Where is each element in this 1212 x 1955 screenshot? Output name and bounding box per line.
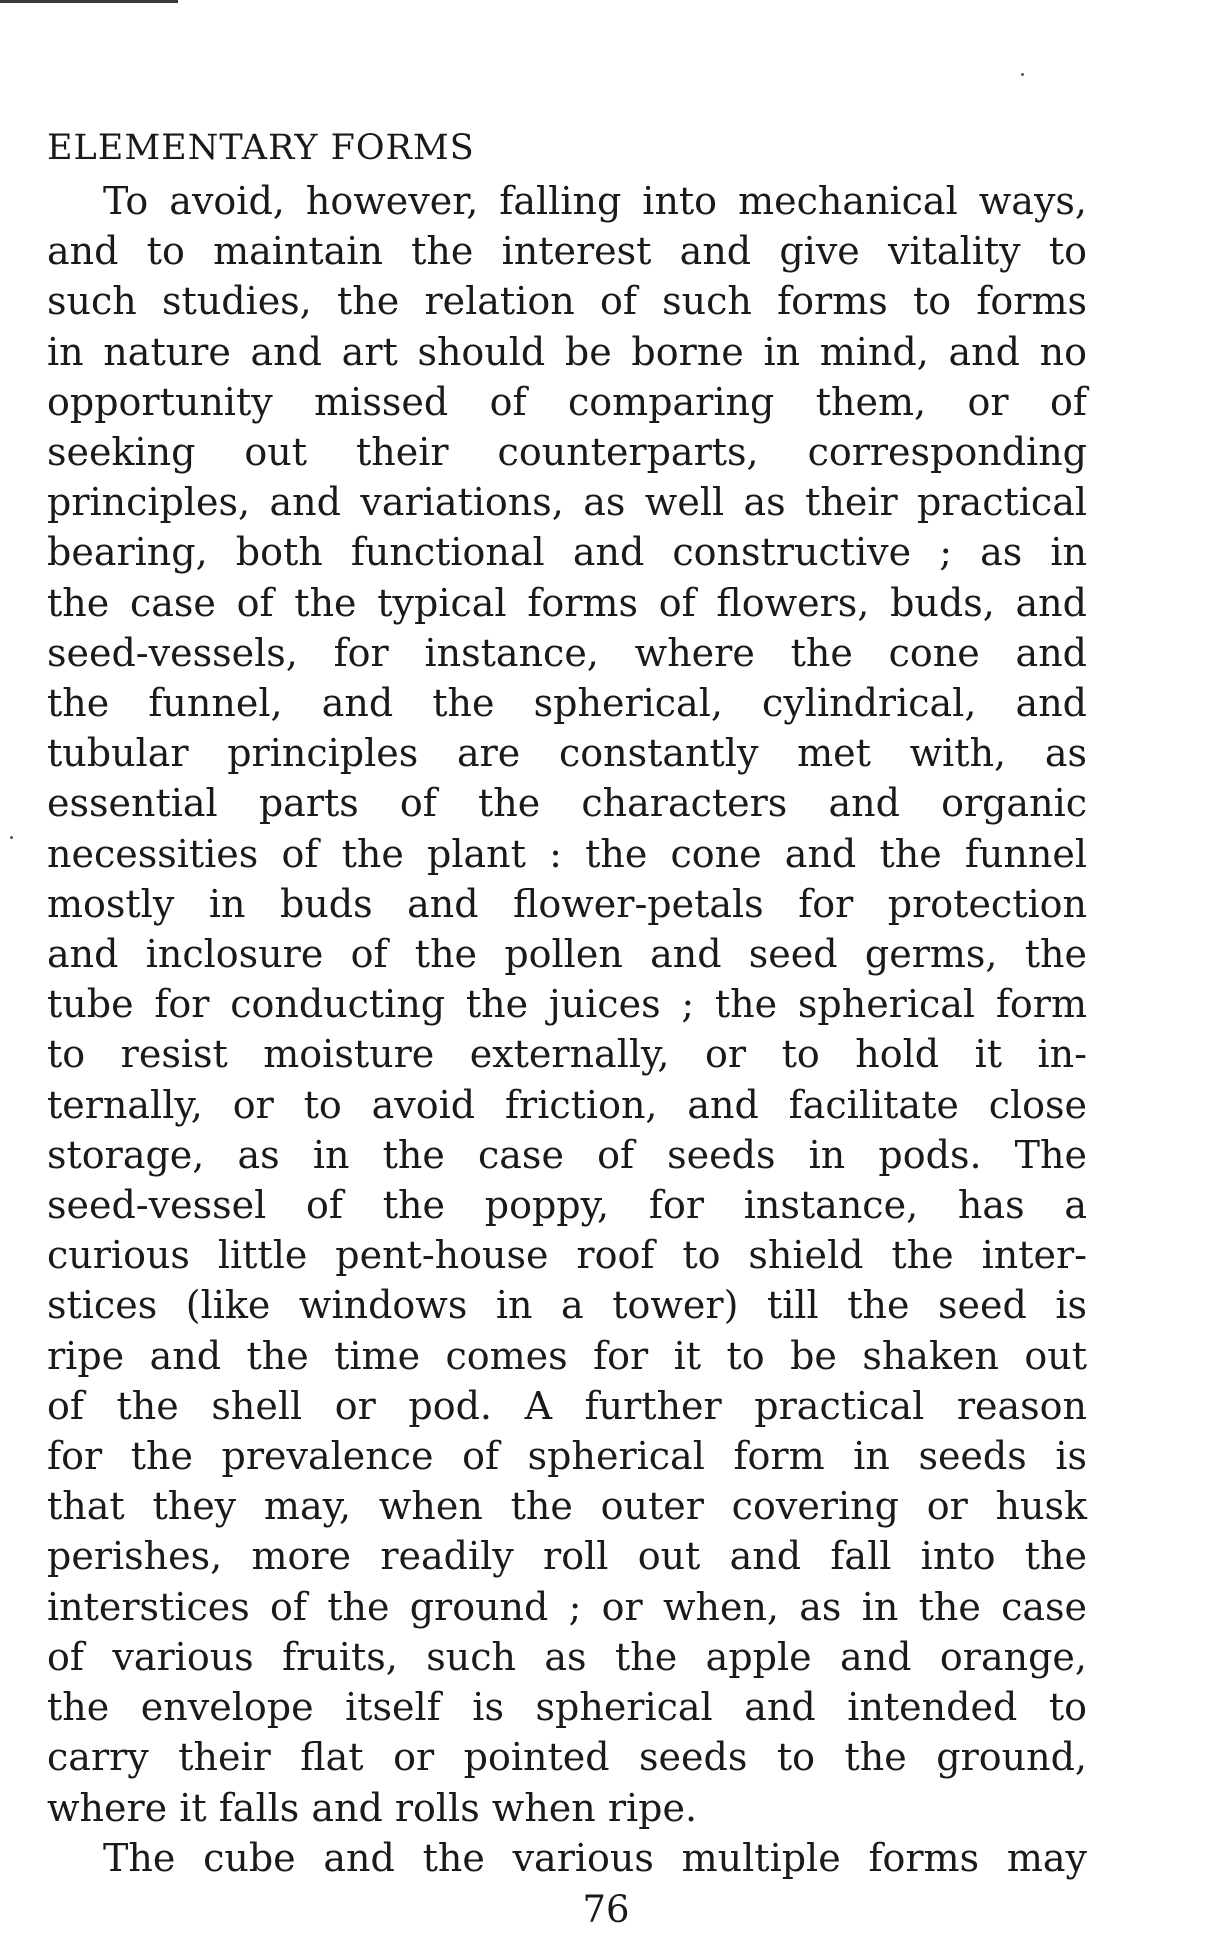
text-line: of the shell or pod. A further practical reason [47, 1383, 1087, 1428]
text-line: such studies, the relation of such forms to forms [47, 279, 1087, 324]
text-line: mostly in buds and flower-petals for protection [47, 881, 1087, 926]
text-line: where it falls and rolls when ripe. [47, 1785, 698, 1830]
text-line: principles, and variations, as well as their practical [47, 480, 1087, 525]
top-rule [0, 0, 178, 3]
text-line: of various fruits, such as the apple and orange, [47, 1634, 1087, 1679]
running-head: ELEMENTARY FORMS [47, 128, 475, 168]
text-line: ripe and the time comes for it to be shaken out [47, 1333, 1087, 1378]
text-line: necessities of the plant : the cone and the funnel [47, 831, 1087, 876]
page-number: 76 [582, 1888, 630, 1931]
text-line: tube for conducting the juices ; the spherical form [47, 982, 1087, 1027]
text-line: The cube and the various multiple forms may [103, 1835, 1087, 1880]
text-line: seed-vessel of the poppy, for instance, has a [47, 1183, 1087, 1228]
text-line: that they may, when the outer covering or husk [47, 1484, 1087, 1529]
text-line: curious little pent-house roof to shield the inter- [47, 1233, 1087, 1278]
speck [1021, 73, 1024, 76]
text-line: and inclosure of the pollen and seed germs, the [47, 932, 1087, 977]
text-line: in nature and art should be borne in mind, and no [47, 329, 1087, 374]
text-line: for the prevalence of spherical form in seeds is [47, 1434, 1087, 1479]
body-text [47, 176, 1087, 1883]
text-line: the envelope itself is spherical and intended to [47, 1685, 1087, 1730]
text-line: to resist moisture externally, or to hold it in- [47, 1032, 1087, 1077]
text-line: the funnel, and the spherical, cylindrical, and [47, 681, 1087, 726]
text-line: seeking out their counterparts, corresponding [47, 430, 1087, 475]
text-line: interstices of the ground ; or when, as in the case [47, 1584, 1087, 1629]
text-line: essential parts of the characters and organic [47, 781, 1087, 826]
text-line: opportunity missed of comparing them, or of [47, 379, 1087, 424]
text-line: To avoid, however, falling into mechanical ways, [103, 179, 1087, 223]
text-line: ternally, or to avoid friction, and facilitate close [47, 1082, 1087, 1127]
text-line: tubular principles are constantly met with, as [47, 731, 1087, 776]
text-line: stices (like windows in a tower) till the seed is [47, 1283, 1087, 1328]
text-line: perishes, more readily roll out and fall into the [47, 1534, 1087, 1579]
text-line: seed-vessels, for instance, where the cone and [47, 630, 1087, 675]
text-line: carry their flat or pointed seeds to the ground, [47, 1735, 1087, 1780]
text-line: and to maintain the interest and give vitality to [47, 229, 1087, 274]
text-line: the case of the typical forms of flowers, buds, and [47, 580, 1087, 625]
speck [10, 836, 13, 839]
text-line: bearing, both functional and constructive ; as in [47, 530, 1087, 575]
text-line: storage, as in the case of seeds in pods. The [47, 1132, 1087, 1177]
